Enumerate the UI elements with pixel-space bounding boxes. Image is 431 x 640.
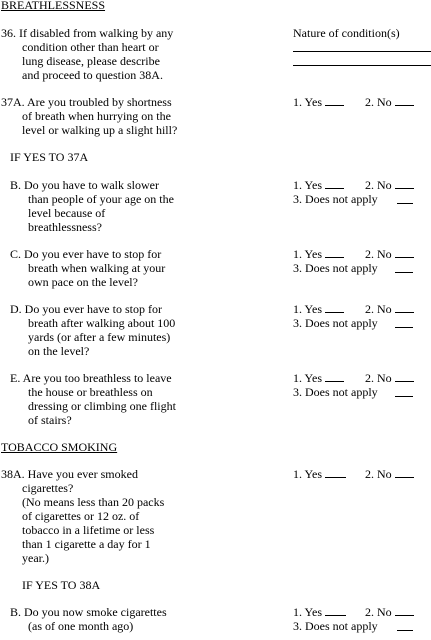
section-heading-tobacco: TOBACCO SMOKING [1, 440, 118, 454]
if-yes-38a-label: IF YES TO 38A [22, 578, 101, 592]
answer-blank[interactable] [395, 371, 414, 382]
q37b-na-blank[interactable] [397, 203, 413, 204]
q37a-option-yes[interactable] [293, 95, 344, 109]
q37a-line-1: 37A. Are you troubled by shortness [1, 95, 172, 109]
option-label: 1. Yes [293, 178, 323, 192]
q38a-option-no[interactable] [365, 467, 414, 481]
if-yes-37a-label: IF YES TO 37A [10, 150, 89, 164]
q38b-option-no[interactable] [365, 605, 414, 619]
option-label: 3. Does not apply [293, 261, 378, 275]
answer-blank[interactable] [395, 95, 414, 106]
q36-line-1: 36. If disabled from walking by any [1, 26, 174, 40]
q38a-line-1: 38A. Have you ever smoked [1, 467, 138, 481]
q37b-line-1: B. Do you have to walk slower [10, 178, 159, 192]
answer-blank[interactable] [325, 302, 344, 313]
q37b-option-no[interactable] [365, 178, 414, 192]
option-label: 2. No [365, 247, 392, 261]
q37a-line-3: level or walking up a slight hill? [22, 123, 178, 137]
q38a-line-7: year.) [22, 551, 49, 565]
answer-blank[interactable] [395, 467, 414, 478]
q38a-line-4: of cigarettes or 12 oz. of [22, 509, 140, 523]
q38a-line-5: tobacco in a lifetime or less [22, 523, 155, 537]
q37d-line-4: on the level? [28, 344, 90, 358]
q36-line-3: lung disease, please describe [22, 54, 160, 68]
answer-blank[interactable] [395, 605, 414, 616]
q37e-na-blank[interactable] [395, 396, 413, 397]
q37b-option-yes[interactable] [293, 178, 344, 192]
q37c-line-2: breath when walking at your [28, 261, 166, 275]
q36-answer-line-1[interactable] [293, 51, 431, 52]
q37d-na-blank[interactable] [395, 327, 413, 328]
q38b-option-na[interactable] [293, 619, 378, 633]
option-label: 3. Does not apply [293, 619, 378, 633]
q37b-option-na[interactable] [293, 192, 378, 206]
q37e-line-1: E. Are you too breathless to leave [10, 371, 172, 385]
q36-line-4: and proceed to question 38A. [22, 68, 163, 82]
option-label: 1. Yes [293, 95, 323, 109]
option-label: 2. No [365, 605, 392, 619]
q37c-option-yes[interactable] [293, 247, 344, 261]
q38b-na-blank[interactable] [397, 630, 413, 631]
q38a-option-yes[interactable] [293, 467, 346, 481]
option-label: 2. No [365, 95, 392, 109]
q36-answer-line-2[interactable] [293, 65, 431, 66]
option-label: 2. No [365, 371, 392, 385]
q37e-option-yes[interactable] [293, 371, 344, 385]
option-label: 2. No [365, 302, 392, 316]
q37b-line-4: breathlessness? [28, 220, 102, 234]
q37d-line-3: yards (or after a few minutes) [28, 330, 171, 344]
q36-line-2: condition other than heart or [22, 40, 159, 54]
q37d-line-2: breath after walking about 100 [28, 316, 176, 330]
q37e-option-na[interactable] [293, 385, 378, 399]
answer-blank[interactable] [325, 467, 346, 478]
option-label: 1. Yes [293, 467, 323, 481]
q38a-line-3: (No means less than 20 packs [22, 495, 165, 509]
q37d-option-no[interactable] [365, 302, 414, 316]
section-heading-breathlessness: BREATHLESSNESS [1, 0, 106, 12]
q37c-na-blank[interactable] [395, 272, 413, 273]
q38b-line-1: B. Do you now smoke cigarettes [10, 605, 167, 619]
option-label: 1. Yes [293, 247, 323, 261]
q38b-line-2: (as of one month ago) [28, 619, 134, 633]
q37b-line-2: than people of your age on the [28, 192, 174, 206]
q37a-line-2: of breath when hurrying on the [22, 109, 171, 123]
q38a-line-2: cigarettes? [22, 481, 74, 495]
answer-blank[interactable] [395, 178, 414, 189]
q37d-line-1: D. Do you ever have to stop for [10, 302, 162, 316]
q37a-option-no[interactable] [365, 95, 414, 109]
answer-blank[interactable] [325, 95, 344, 106]
q38a-line-6: than 1 cigarette a day for 1 [22, 537, 151, 551]
q36-nature-label: Nature of condition(s) [293, 26, 400, 40]
q37c-line-3: own pace on the level? [28, 275, 138, 289]
answer-blank[interactable] [395, 302, 414, 313]
q38b-option-yes[interactable] [293, 605, 346, 619]
q37d-option-na[interactable] [293, 316, 378, 330]
option-label: 3. Does not apply [293, 316, 378, 330]
option-label: 1. Yes [293, 371, 323, 385]
q37e-line-3: dressing or climbing one flight [28, 399, 176, 413]
answer-blank[interactable] [395, 247, 414, 258]
q37c-option-na[interactable] [293, 261, 378, 275]
option-label: 3. Does not apply [293, 385, 378, 399]
answer-blank[interactable] [325, 605, 346, 616]
q37b-line-3: level because of [28, 206, 106, 220]
answer-blank[interactable] [325, 247, 344, 258]
option-label: 2. No [365, 178, 392, 192]
option-label: 1. Yes [293, 302, 323, 316]
q37e-option-no[interactable] [365, 371, 414, 385]
q37c-line-1: C. Do you ever have to stop for [10, 247, 162, 261]
option-label: 1. Yes [293, 605, 323, 619]
q37e-line-4: of stairs? [28, 413, 72, 427]
option-label: 2. No [365, 467, 392, 481]
answer-blank[interactable] [325, 178, 344, 189]
option-label: 3. Does not apply [293, 192, 378, 206]
q37c-option-no[interactable] [365, 247, 414, 261]
q37e-line-2: the house or breathless on [28, 385, 153, 399]
answer-blank[interactable] [325, 371, 344, 382]
q37d-option-yes[interactable] [293, 302, 344, 316]
